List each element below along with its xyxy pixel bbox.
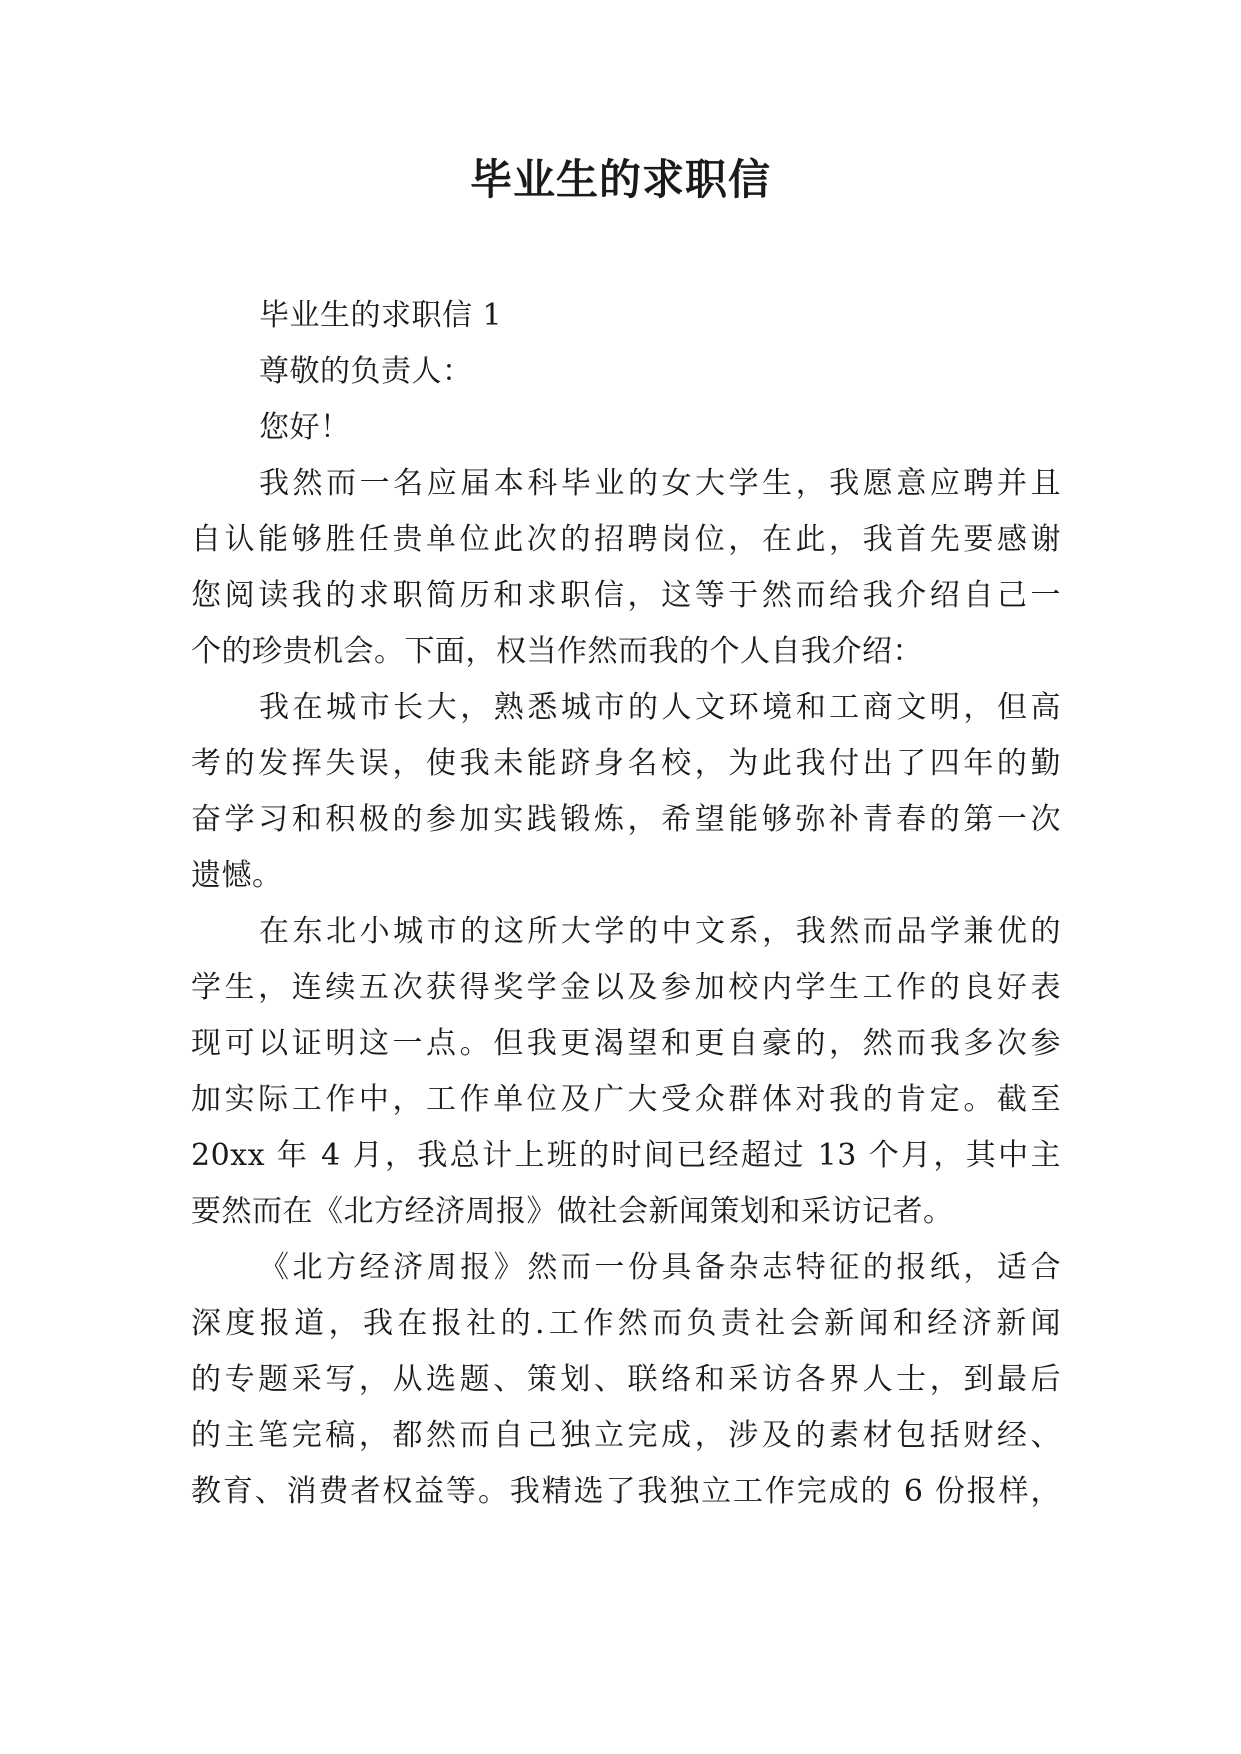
paragraph-line: 奋学习和积极的参加实践锻炼，希望能够弥补青春的第一次 bbox=[191, 802, 1061, 837]
paragraph-line: 自认能够胜任贵单位此次的招聘岗位，在此，我首先要感谢 bbox=[191, 522, 1061, 557]
letter-body bbox=[191, 288, 1061, 1520]
paragraph-line: 加实际工作中，工作单位及广大受众群体对我的肯定。截至 bbox=[191, 1082, 1061, 1117]
paragraph-line: 深度报道，我在报社的.工作然而负责社会新闻和经济新闻 bbox=[191, 1306, 1061, 1341]
document-title: 毕业生的求职信 bbox=[469, 155, 771, 204]
paragraph-line: 教育、消费者权益等。我精选了我独立工作完成的 6 份报样， bbox=[191, 1474, 1061, 1509]
paragraph-line: 现可以证明这一点。但我更渴望和更自豪的，然而我多次参 bbox=[191, 1026, 1061, 1061]
paragraph-line: 学生，连续五次获得奖学金以及参加校内学生工作的良好表 bbox=[191, 970, 1061, 1005]
paragraph-line: 在东北小城市的这所大学的中文系，我然而品学兼优的 bbox=[259, 914, 1061, 949]
paragraph-line: 您阅读我的求职简历和求职信，这等于然而给我介绍自己一 bbox=[191, 578, 1061, 613]
paragraph-line: 个的珍贵机会。下面，权当作然而我的个人自我介绍： bbox=[191, 634, 923, 669]
salutation: 尊敬的负责人： bbox=[259, 354, 473, 389]
paragraph-line: 我在城市长大，熟悉城市的人文环境和工商文明，但高 bbox=[259, 690, 1061, 725]
paragraph-line: 的专题采写，从选题、策划、联络和采访各界人士，到最后 bbox=[191, 1362, 1061, 1397]
paragraph-line: 考的发挥失误，使我未能跻身名校，为此我付出了四年的勤 bbox=[191, 746, 1061, 781]
paragraph-line: 《北方经济周报》然而一份具备杂志特征的报纸，适合 bbox=[259, 1250, 1061, 1285]
paragraph-line: 遗憾。 bbox=[191, 858, 283, 893]
greeting: 您好！ bbox=[259, 410, 351, 445]
paragraph-line: 要然而在《北方经济周报》做社会新闻策划和采访记者。 bbox=[191, 1194, 954, 1229]
paragraph-line: 20xx 年 4 月，我总计上班的时间已经超过 13 个月，其中主 bbox=[191, 1138, 1061, 1173]
paragraph-line: 的主笔完稿，都然而自己独立完成，涉及的素材包括财经、 bbox=[191, 1418, 1061, 1453]
paragraph-line: 我然而一名应届本科毕业的女大学生，我愿意应聘并且 bbox=[259, 466, 1061, 501]
letter-heading: 毕业生的求职信 1 bbox=[259, 298, 503, 333]
